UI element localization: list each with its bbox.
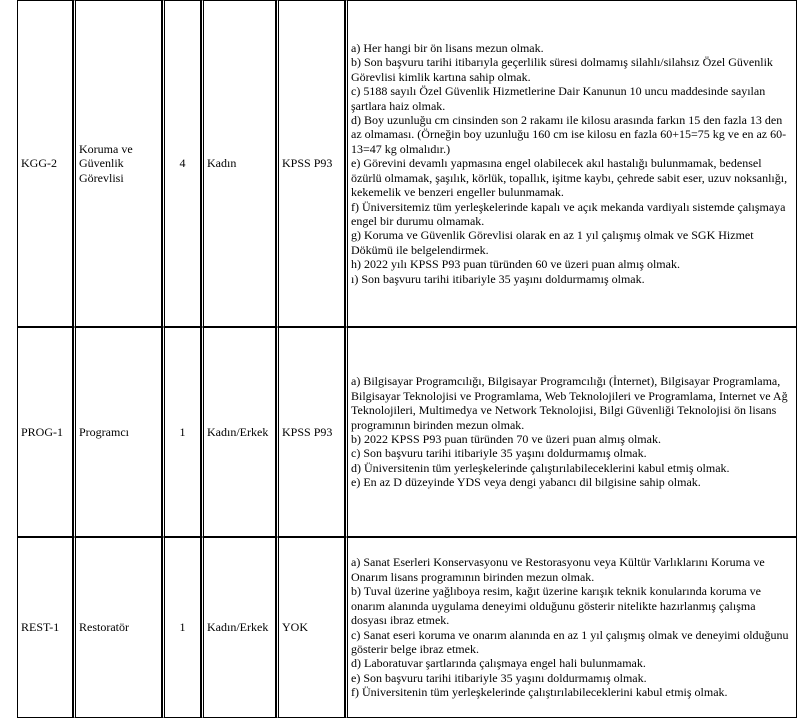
positions-table <box>17 0 797 718</box>
gender: Kadın <box>201 0 276 327</box>
requirement-item: b) 2022 KPSS P93 puan türünden 70 ve üzeri puan almış olmak. <box>351 432 661 446</box>
requirements-cell <box>345 0 797 327</box>
requirement-item: a) Her hangi bir ön lisans mezun olmak. <box>351 41 544 56</box>
position-code: PROG-1 <box>17 327 73 537</box>
position-count: 4 <box>162 0 201 327</box>
position-count: 1 <box>162 537 201 718</box>
requirements-list <box>351 555 793 699</box>
requirement-item: g) Koruma ve Güvenlik Görevlisi olarak en az 1 yıl çalışmış olmak ve SGK Hizmet Dökümü ile belgelendirmek. <box>351 228 754 257</box>
requirements-cell <box>345 327 797 537</box>
requirement-item: b) Son başvuru tarihi itibarıyla geçerlilik süresi dolmamış silahlı/silahsız Özel Güvenlik Görevlisi kimlik kartına sahip olmak. <box>351 55 773 84</box>
position-code: REST-1 <box>17 537 73 718</box>
requirement-item: e) Görevini devamlı yapmasına engel olabilecek akıl hastalığı bulunmamak, bedensel özürlü olmamak, şaşılık, körlük, topallık, işitme kaybı, çehrede sabit eser, uzuv noksanlığı, kekemelik ve benzeri engeller bulunmamak. <box>351 156 788 200</box>
requirement-item: a) Bilgisayar Programcılığı, Bilgisayar Programcılığı (İnternet), Bilgisayar Programlama, Bilgisayar Teknolojisi ve Programlama, Web Teknolojileri ve Programlama, Internet ve Ağ Teknolojileri, Multimedya ve Network Teknolojisi, Bilgi Güvenliği Teknolojisi ön lisans programının birinden mezun olmak. <box>351 374 788 432</box>
exam-type: YOK <box>276 537 345 718</box>
table-row <box>17 537 797 718</box>
requirement-item: d) Üniversitenin tüm yerleşkelerinde çalıştırılabileceklerini kabul etmiş olmak. <box>351 460 730 475</box>
exam-type: KPSS P93 <box>276 0 345 327</box>
gender: Kadın/Erkek <box>201 327 276 537</box>
position-code: KGG-2 <box>17 0 73 327</box>
requirements-list <box>351 41 793 286</box>
requirement-item: c) Sanat eseri koruma ve onarım alanında en az 1 yıl çalışmış olmak ve deneyimi olduğunu gösterir belge ibraz etmek. <box>351 627 789 656</box>
requirement-item: d) Boy uzunluğu cm cinsinden son 2 rakamı ile kilosu arasında farkın 15 den fazla 13 den az olmaması. (Örneğin boy uzunluğu 160 cm ise kilosu en fazla 60+15=75 kg ve en az 60-13=47 kg olmalıdır.) <box>351 113 787 156</box>
requirement-item: c) Son başvuru tarihi itibariyle 35 yaşını doldurmamış olmak. <box>351 446 647 461</box>
requirements-cell <box>345 537 797 718</box>
position-title: Koruma ve Güvenlik Görevlisi <box>73 0 162 327</box>
requirement-item: e) En az D düzeyinde YDS veya dengi yabancı dil bilgisine sahip olmak. <box>351 475 701 490</box>
position-title: Restoratör <box>73 537 162 718</box>
requirement-item: a) Sanat Eserleri Konservasyonu ve Restorasyonu veya Kültür Varlıklarını Koruma ve Onarım lisans programının birinden mezun olmak. <box>351 555 765 584</box>
requirement-item: h) 2022 yılı KPSS P93 puan türünden 60 ve üzeri puan almış olmak. <box>351 257 680 272</box>
exam-type: KPSS P93 <box>276 327 345 537</box>
requirement-item: c) 5188 sayılı Özel Güvenlik Hizmetlerine Dair Kanunun 10 uncu maddesinde sayılan şartlara haiz olmak. <box>351 84 766 113</box>
requirement-item: d) Laboratuvar şartlarında çalışmaya engel hali bulunmamak. <box>351 656 646 671</box>
requirement-item: f) Üniversitemiz tüm yerleşkelerinde kapalı ve açık mekanda vardiyalı sistemde çalışmaya engel bir durumu olmamak. <box>351 199 786 228</box>
position-count: 1 <box>162 327 201 537</box>
gender: Kadın/Erkek <box>201 537 276 718</box>
table-row <box>17 0 797 327</box>
requirements-list <box>351 374 793 489</box>
table-row <box>17 327 797 537</box>
position-title: Programcı <box>73 327 162 537</box>
requirement-item: e) Son başvuru tarihi itibariyle 35 yaşını doldurmamış olmak. <box>351 670 647 685</box>
requirement-item: ı) Son başvuru tarihi itibariyle 35 yaşını doldurmamış olmak. <box>351 271 645 286</box>
requirement-item: b) Tuval üzerine yağlıboya resim, kağıt üzerine karışık teknik konularında koruma ve onarım alanında uygulama deneyimi olduğunu gösterir nitelikte hazırlanmış çalışma dosyası ibraz etmek. <box>351 584 761 628</box>
requirement-item: f) Üniversitenin tüm yerleşkelerinde çalıştırılabileceklerini kabul etmiş olmak. <box>351 685 728 700</box>
